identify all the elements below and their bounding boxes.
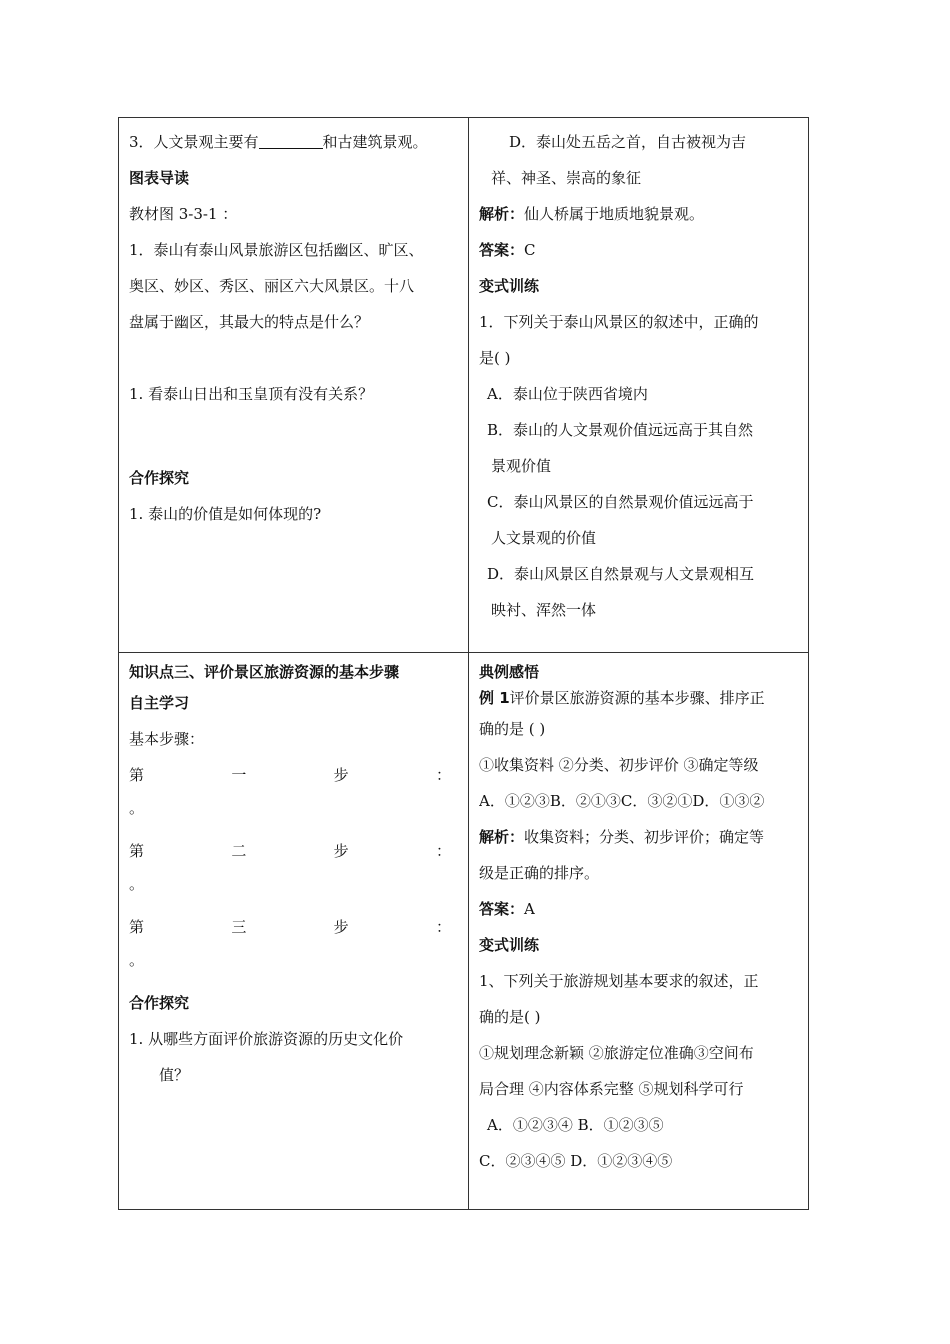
option-line: 祥、神圣、崇高的象征 <box>491 169 642 187</box>
answer-line: 答案：C <box>479 241 536 259</box>
question-line: 1．泰山有泰山风景旅游区包括幽区、旷区、 <box>129 241 424 259</box>
option-c: C．泰山风景区的自然景观价值远远高于 <box>487 493 754 511</box>
fill-blank <box>259 130 323 149</box>
question-line: 确的是( ) <box>479 1008 541 1026</box>
step-period: 。 <box>129 875 145 893</box>
option-a: A．泰山位于陕西省境内 <box>487 385 648 403</box>
question-line: 1. 从哪些方面评价旅游资源的历史文化价 <box>129 1030 404 1048</box>
right-bottom-cell <box>469 653 809 1210</box>
question-line: 1. 看泰山日出和玉皇顶有没有关系？ <box>129 385 374 403</box>
option-c-cont: 人文景观的价值 <box>491 529 597 547</box>
answer-line: 答案：A <box>479 900 535 918</box>
step-line-2: 第 二 步 ： <box>129 842 451 860</box>
left-top-cell <box>119 118 469 653</box>
left-bottom-cell <box>119 653 469 1210</box>
heading-self-study: 自主学习 <box>129 694 190 712</box>
step-period: 。 <box>129 951 145 969</box>
question-line-cont: 值？ <box>159 1066 190 1084</box>
option-d-cont: 映衬、浑然一体 <box>491 601 597 619</box>
analysis-line-cont: 级是正确的排序。 <box>479 864 600 882</box>
question-line: 1．下列关于泰山风景区的叙述中，正确的 <box>479 313 759 331</box>
question-line: 盘属于幽区，其最大的特点是什么？ <box>129 313 370 331</box>
heading-cooperation: 合作探究 <box>129 994 190 1012</box>
example-options: A．①②③B．②①③C．③②①D．①③② <box>479 792 765 810</box>
q3-line: 3．人文景观主要有 和古建筑景观。 <box>129 124 460 160</box>
analysis-line: 解析：收集资料；分类、初步评价；确定等 <box>479 828 765 846</box>
options-line: C．②③④⑤ D．①②③④⑤ <box>479 1152 673 1170</box>
example-items: ①收集资料 ②分类、初步评价 ③确定等级 <box>479 756 759 774</box>
analysis-line: 解析：仙人桥属于地质地貌景观。 <box>479 205 705 223</box>
question-line: 奥区、妙区、秀区、丽区六大风景区。十八 <box>129 277 415 295</box>
heading-cooperation: 合作探究 <box>129 469 190 487</box>
step-period: 。 <box>129 799 145 817</box>
example-line: 例 1评价景区旅游资源的基本步骤、排序正 <box>479 689 765 707</box>
question-line: 1、下列关于旅游规划基本要求的叙述，正 <box>479 972 759 990</box>
question-line: 是( ) <box>479 349 511 367</box>
heading-knowledge-point: 知识点三、评价景区旅游资源的基本步骤 <box>129 663 400 681</box>
heading-variant-training: 变式训练 <box>479 936 540 954</box>
option-d: D．泰山风景区自然景观与人文景观相互 <box>487 565 755 583</box>
worksheet-table <box>118 117 809 1210</box>
table-row <box>119 118 809 653</box>
step-line-1: 第 一 步 ： <box>129 766 451 784</box>
right-top-cell <box>469 118 809 653</box>
question-line: 1. 泰山的价值是如何体现的? <box>129 505 322 523</box>
basic-steps-label: 基本步骤： <box>129 730 205 748</box>
heading-variant-training: 变式训练 <box>479 277 540 295</box>
example-line: 确的是 ( ) <box>479 720 546 738</box>
table-row <box>119 653 809 1210</box>
option-line: D．泰山处五岳之首，自古被视为吉 <box>509 133 747 151</box>
chart-reference: 教材图 3-3-1 ： <box>129 205 238 223</box>
items-line: ①规划理念新颖 ②旅游定位准确③空间布 <box>479 1044 754 1062</box>
step-line-3: 第 三 步 ： <box>129 918 451 936</box>
heading-chart-reading: 图表导读 <box>129 169 190 187</box>
heading-example: 典例感悟 <box>479 663 540 681</box>
items-line: 局合理 ④内容体系完整 ⑤规划科学可行 <box>479 1080 744 1098</box>
option-b: B．泰山的人文景观价值远远高于其自然 <box>487 421 754 439</box>
option-b-cont: 景观价值 <box>491 457 552 475</box>
options-line: A．①②③④ B．①②③⑤ <box>487 1116 664 1134</box>
